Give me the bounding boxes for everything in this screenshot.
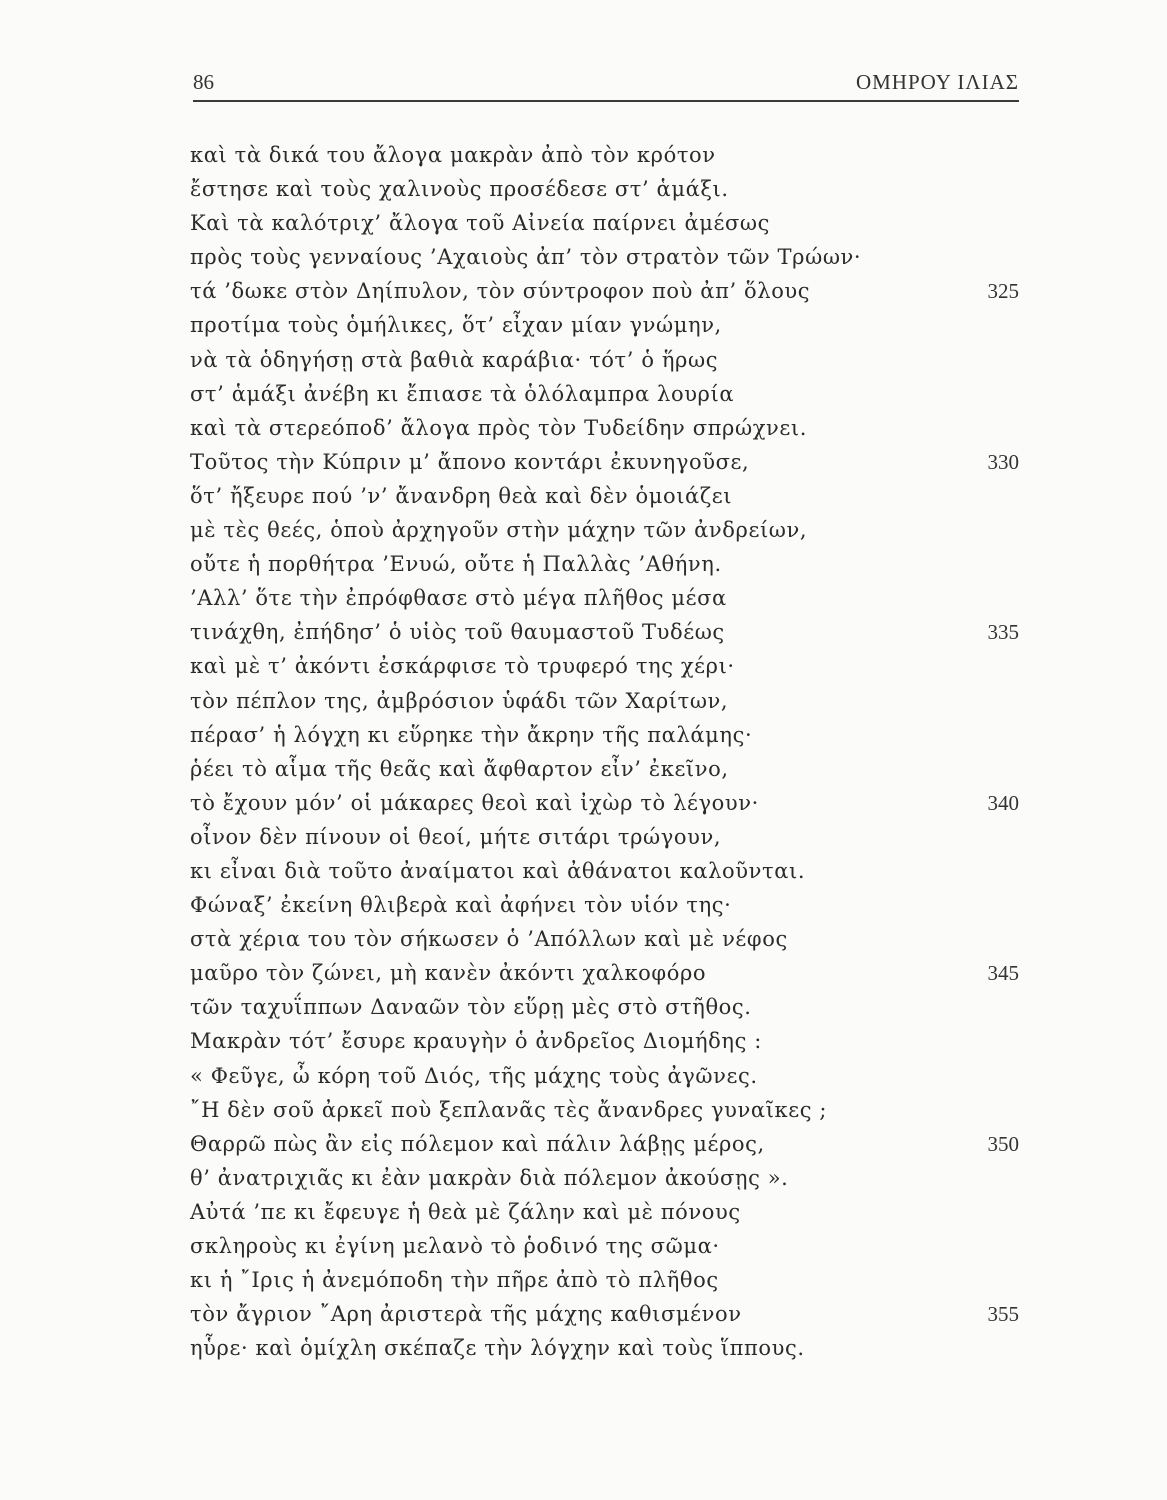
verse-line bbox=[190, 206, 1030, 240]
verse-line bbox=[190, 1127, 1030, 1161]
verse-text: « Φεῦγε, ὦ κόρη τοῦ Διός, τῆς μάχης τοὺς ἀγῶνες. bbox=[190, 1063, 758, 1088]
verse-line bbox=[190, 752, 1030, 786]
verse-line bbox=[190, 172, 1030, 206]
verse-line bbox=[190, 1059, 1030, 1093]
line-number: 340 bbox=[987, 790, 1019, 815]
verse-line bbox=[190, 854, 1030, 888]
verse-line bbox=[190, 1161, 1030, 1195]
line-number: 350 bbox=[987, 1131, 1019, 1156]
verse-text: τὸν πέπλον της, ἀμβρόσιον ὑφάδι τῶν Χαρίτων, bbox=[190, 688, 729, 713]
verse-block bbox=[190, 138, 1030, 1365]
verse-text: Θαρρῶ πὼς ἂν εἰς πόλεμον καὶ πάλιν λάβῃς μέρος, bbox=[190, 1131, 765, 1156]
verse-line bbox=[190, 308, 1030, 342]
verse-line bbox=[190, 888, 1030, 922]
running-title: ΟΜΗΡΟΥ ΙΛΙΑΣ bbox=[855, 70, 1019, 94]
verse-line bbox=[190, 956, 1030, 990]
verse-line bbox=[190, 377, 1030, 411]
verse-text: Καὶ τὰ καλότριχ’ ἄλογα τοῦ Αἰνεία παίρνει ἀμέσως bbox=[190, 211, 771, 236]
verse-line bbox=[190, 615, 1030, 649]
verse-text: κι ἡ ῎Ιρις ἡ ἀνεμόποδη τὴν πῆρε ἀπὸ τὸ πλῆθος bbox=[190, 1268, 719, 1293]
verse-text: πρὸς τοὺς γενναίους ’Αχαιοὺς ἀπ’ τὸν στρατὸν τῶν Τρώων· bbox=[190, 245, 862, 270]
verse-text: ῥέει τὸ αἷμα τῆς θεᾶς καὶ ἄφθαρτον εἶν’ ἐκεῖνο, bbox=[190, 756, 729, 781]
verse-text: προτίμα τοὺς ὁμήλικες, ὅτ’ εἶχαν μίαν γνώμην, bbox=[190, 313, 722, 338]
header-rule bbox=[193, 100, 1019, 102]
verse-text: τά ’δωκε στὸν Δηίπυλον, τὸν σύντροφον ποὺ ἀπ’ ὅλους bbox=[190, 279, 811, 304]
verse-text: κι εἶναι διὰ τοῦτο ἀναίματοι καὶ ἀθάνατοι καλοῦνται. bbox=[190, 858, 806, 883]
verse-line bbox=[190, 1024, 1030, 1058]
verse-text: ηὗρε· καὶ ὁμίχλη σκέπαζε τὴν λόγχην καὶ τοὺς ἵππους. bbox=[190, 1336, 805, 1361]
verse-text: Αὐτά ’πε κι ἔφευγε ἡ θεὰ μὲ ζάλην καὶ μὲ πόνους bbox=[190, 1199, 741, 1224]
verse-text: πέρασ’ ἡ λόγχη κι εὕρηκε τὴν ἄκρην τῆς παλάμης· bbox=[190, 722, 753, 747]
line-number: 355 bbox=[987, 1302, 1019, 1327]
verse-text: καὶ μὲ τ’ ἀκόντι ἐσκάρφισε τὸ τρυφερό της χέρι· bbox=[190, 654, 735, 679]
verse-text: καὶ τὰ δικά του ἄλογα μακρὰν ἀπὸ τὸν κρότον bbox=[190, 143, 716, 167]
line-number: 345 bbox=[987, 961, 1019, 986]
verse-line bbox=[190, 922, 1030, 956]
verse-text: Μακρὰν τότ’ ἔσυρε κραυγὴν ὁ ἀνδρεῖος Διομήδης : bbox=[190, 1029, 762, 1054]
verse-line bbox=[190, 1331, 1030, 1365]
verse-text: μαῦρο τὸν ζώνει, μὴ κανὲν ἀκόντι χαλκοφόρο bbox=[190, 961, 707, 986]
verse-text: στὰ χέρια του τὸν σήκωσεν ὁ ’Απόλλων καὶ μὲ νέφος bbox=[190, 927, 788, 952]
verse-text: νὰ τὰ ὁδηγήσῃ στὰ βαθιὰ καράβια· τότ’ ὁ ἥρως bbox=[190, 347, 719, 372]
verse-text: ἔστησε καὶ τοὺς χαλινοὺς προσέδεσε στ’ ἁμάξι. bbox=[190, 177, 729, 202]
verse-text: τὸν ἄγριον ῎Αρη ἀριστερὰ τῆς μάχης καθισμένον bbox=[190, 1302, 742, 1327]
page-header bbox=[193, 70, 1019, 100]
line-number: 325 bbox=[987, 279, 1019, 304]
verse-line bbox=[190, 343, 1030, 377]
verse-text: τὸ ἔχουν μόν’ οἱ μάκαρες θεοὶ καὶ ἰχὼρ τὸ λέγουν· bbox=[190, 790, 759, 815]
line-number: 330 bbox=[987, 449, 1019, 474]
verse-text: ὅτ’ ἤξευρε πού ’ν’ ἄνανδρη θεὰ καὶ δὲν ὁμοιάζει bbox=[190, 483, 733, 508]
verse-line bbox=[190, 240, 1030, 274]
verse-text: θ’ ἀνατριχιᾶς κι ἐὰν μακρὰν διὰ πόλεμον ἀκούσῃς ». bbox=[190, 1165, 789, 1190]
verse-line bbox=[190, 684, 1030, 718]
verse-line bbox=[190, 513, 1030, 547]
verse-text: καὶ τὰ στερεόποδ’ ἄλογα πρὸς τὸν Τυδείδην σπρώχνει. bbox=[190, 415, 807, 440]
verse-text: Φώναξ’ ἐκείνη θλιβερὰ καὶ ἀφήνει τὸν υἱόν της· bbox=[190, 893, 732, 918]
verse-line bbox=[190, 786, 1030, 820]
verse-line bbox=[190, 649, 1030, 683]
verse-text: τινάχθη, ἐπήδησ’ ὁ υἱὸς τοῦ θαυμαστοῦ Τυδέως bbox=[190, 620, 725, 645]
verse-text: οἶνον δὲν πίνουν οἱ θεοί, μήτε σιτάρι τρώγουν, bbox=[190, 824, 722, 849]
verse-text: Τοῦτος τὴν Κύπριν μ’ ἄπονο κοντάρι ἐκυνηγοῦσε, bbox=[190, 449, 750, 474]
verse-line bbox=[190, 445, 1030, 479]
verse-text: σκληροὺς κι ἐγίνη μελανὸ τὸ ῥοδινό της σῶμα· bbox=[190, 1234, 720, 1258]
verse-line bbox=[190, 820, 1030, 854]
verse-text: τῶν ταχυΐππων Δαναῶν τὸν εὕρῃ μὲς στὸ στῆθος. bbox=[190, 995, 752, 1020]
verse-text: οὔτε ἡ πορθήτρα ’Ενυώ, οὔτε ἡ Παλλὰς ’Αθήνη. bbox=[190, 552, 722, 577]
verse-line bbox=[190, 274, 1030, 308]
verse-line bbox=[190, 138, 1030, 172]
verse-line bbox=[190, 479, 1030, 513]
verse-text: στ’ ἁμάξι ἀνέβη κι ἔπιασε τὰ ὁλόλαμπρα λουρία bbox=[190, 381, 735, 406]
verse-line bbox=[190, 411, 1030, 445]
verse-line bbox=[190, 718, 1030, 752]
verse-text: ’Αλλ’ ὅτε τὴν ἐπρόφθασε στὸ μέγα πλῆθος μέσα bbox=[190, 586, 727, 611]
verse-text: ῎Η δὲν σοῦ ἀρκεῖ ποὺ ξεπλανᾶς τὲς ἄνανδρες γυναῖκες ; bbox=[190, 1097, 828, 1122]
verse-line bbox=[190, 1263, 1030, 1297]
line-number: 335 bbox=[987, 620, 1019, 645]
verse-text: μὲ τὲς θεές, ὁποὺ ἀρχηγοῦν στὴν μάχην τῶν ἀνδρείων, bbox=[190, 518, 808, 543]
verse-line bbox=[190, 547, 1030, 581]
page-number: 86 bbox=[193, 70, 214, 94]
verse-line bbox=[190, 1297, 1030, 1331]
verse-line bbox=[190, 1229, 1030, 1263]
verse-line bbox=[190, 1093, 1030, 1127]
verse-line bbox=[190, 1195, 1030, 1229]
verse-line bbox=[190, 581, 1030, 615]
verse-line bbox=[190, 990, 1030, 1024]
